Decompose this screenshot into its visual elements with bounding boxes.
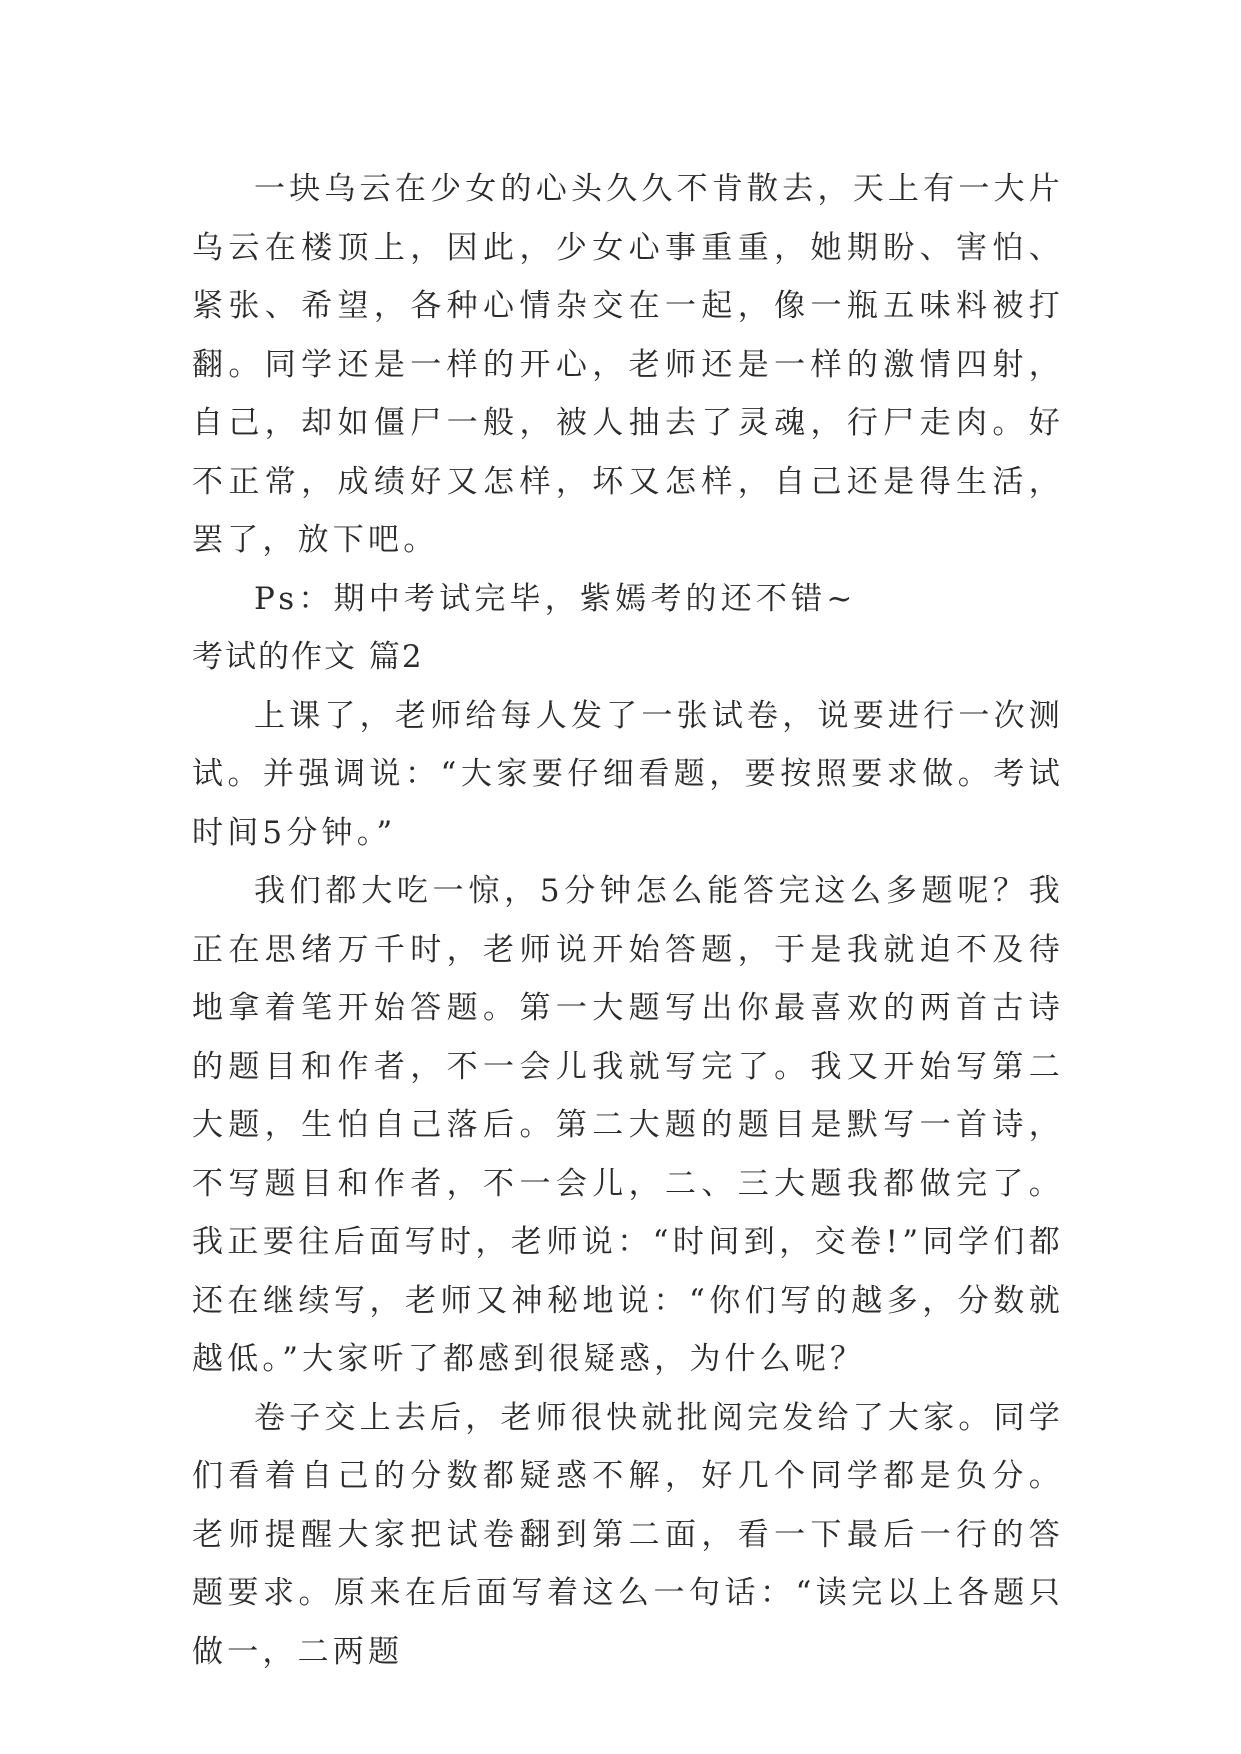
body-paragraph: 卷子交上去后，老师很快就批阅完发给了大家。同学们看着自己的分数都疑惑不解，好几个同学都是负分。老师提醒大家把试卷翻到第二面，看一下最后一行的答题要求。原来在后面写着这么一句话：“读完以上各题只做一，二两题 <box>192 1399 1064 1670</box>
postscript-paragraph: Ps：期中考试完毕，紫嫣考的还不错~ <box>254 580 857 617</box>
document-body <box>192 160 1064 1681</box>
body-paragraph: 一块乌云在少女的心头久久不肯散去，天上有一大片乌云在楼顶上，因此，少女心事重重，她期盼、害怕、紧张、希望，各种心情杂交在一起，像一瓶五味料被打翻。同学还是一样的开心，老师还是一样的激情四射，自己，却如僵尸一般，被人抽去了灵魂，行尸走肉。好不正常，成绩好又怎样，坏又怎样，自己还是得生活，罢了，放下吧。 <box>192 171 1064 558</box>
section-heading: 考试的作文 篇2 <box>192 639 424 675</box>
body-paragraph: 上课了，老师给每人发了一张试卷，说要进行一次测试。并强调说：“大家要仔细看题，要按照要求做。考试时间5分钟。” <box>192 697 1064 851</box>
body-paragraph: 我们都大吃一惊，5分钟怎么能答完这么多题呢？我正在思绪万千时，老师说开始答题，于是我就迫不及待地拿着笔开始答题。第一大题写出你最喜欢的两首古诗的题目和作者，不一会儿我就写完了。我又开始写第二大题，生怕自己落后。第二大题的题目是默写一首诗，不写题目和作者，不一会儿，二、三大题我都做完了。我正要往后面写时，老师说：“时间到，交卷!”同学们都还在继续写，老师又神秘地说：“你们写的越多，分数就越低。”大家听了都感到很疑惑，为什么呢？ <box>192 873 1064 1377</box>
